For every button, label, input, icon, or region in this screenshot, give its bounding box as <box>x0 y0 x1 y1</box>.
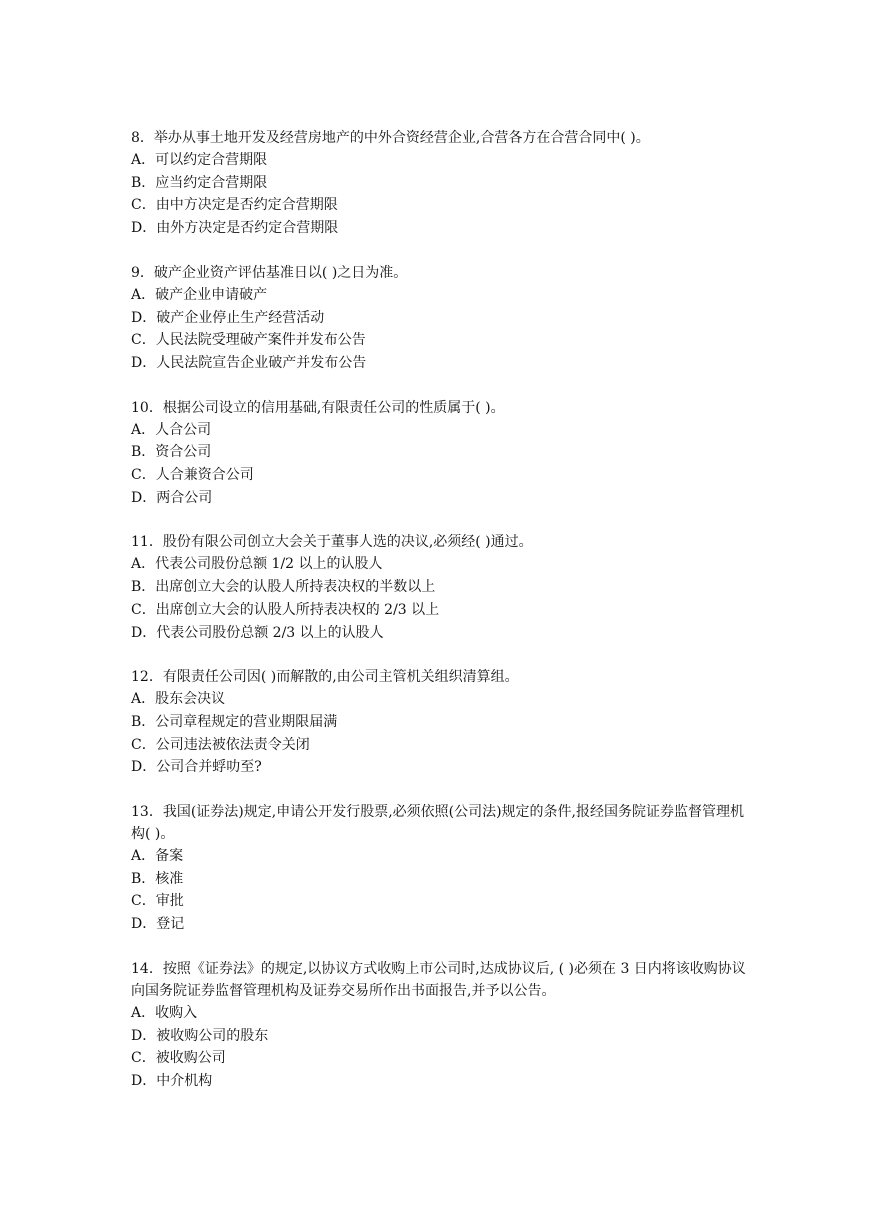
question-text: 13．我国(证券法)规定,申请公开发行股票,必须依照(公司法)规定的条件,报经国务院证券监督管理机构( )。 <box>131 804 745 843</box>
option-c: C．被收购公司 <box>131 1050 226 1067</box>
option-a: A．人合公司 <box>131 421 212 438</box>
question-text: 11．股份有限公司创立大会关于董事人选的决议,必须经( )通过。 <box>131 534 533 551</box>
option-b: B．公司章程规定的营业期限届满 <box>131 713 338 730</box>
option-d: D．中介机构 <box>131 1072 213 1089</box>
option-c: C．由中方决定是否约定合营期限 <box>131 197 338 214</box>
option-a: A．备案 <box>131 848 184 865</box>
option-b: B．核准 <box>131 870 184 887</box>
question-text: 12．有限责任公司因( )而解散的,由公司主管机关组织清算组。 <box>131 669 519 686</box>
option-b: D．被收购公司的股东 <box>131 1027 269 1044</box>
question-text: 10．根据公司设立的信用基础,有限责任公司的性质属于( )。 <box>131 399 505 416</box>
option-b: B．应当约定合营期限 <box>131 174 268 191</box>
question-13 <box>131 801 751 936</box>
option-b: B．资合公司 <box>131 444 212 461</box>
option-a: A．股东会决议 <box>131 691 226 708</box>
option-d: D．登记 <box>131 916 185 933</box>
question-12 <box>131 666 751 779</box>
option-d: D．两合公司 <box>131 489 213 506</box>
option-c: C．审批 <box>131 893 184 910</box>
question-10 <box>131 397 751 510</box>
option-c: C．出席创立大会的认股人所持表决权的 2/3 以上 <box>131 601 440 618</box>
option-c: C．人民法院受理破产案件并发布公告 <box>131 332 366 349</box>
option-c: C．人合兼资合公司 <box>131 467 254 484</box>
option-b: B．出席创立大会的认股人所持表决权的半数以上 <box>131 579 436 596</box>
option-c: C．公司违法被依法责令关闭 <box>131 736 310 753</box>
option-b: D．破产企业停止生产经营活动 <box>131 309 325 326</box>
option-a: A．收购入 <box>131 1004 198 1021</box>
question-text: 8．举办从事土地开发及经营房地产的中外合资经营企业,合营各方在合营合同中( )。 <box>131 130 650 146</box>
option-a: A．代表公司股份总额 1/2 以上的认股人 <box>131 556 383 573</box>
option-d: D．公司合并蜉叻至? <box>131 759 262 776</box>
question-8 <box>131 127 751 240</box>
question-11 <box>131 531 751 644</box>
question-text: 9．破产企业资产评估基准日以( )之日为准。 <box>131 264 408 281</box>
question-9 <box>131 262 751 375</box>
option-d: D．代表公司股份总额 2/3 以上的认股人 <box>131 624 384 641</box>
option-a: A．破产企业申请破产 <box>131 286 268 303</box>
option-d: D．由外方决定是否约定合营期限 <box>131 220 339 237</box>
option-a: A．可以约定合营期限 <box>131 152 268 168</box>
question-14 <box>131 958 751 1093</box>
question-text: 14．按照《证券法》的规定,以协议方式收购上市公司时,达成协议后, ( )必须在 3 日内将该收购协议向国务院证券监督管理机构及证券交易所作出书面报告,并予以公告。 <box>131 960 746 999</box>
option-d: D．人民法院宣告企业破产并发布公告 <box>131 354 367 371</box>
document-page <box>131 127 751 1115</box>
